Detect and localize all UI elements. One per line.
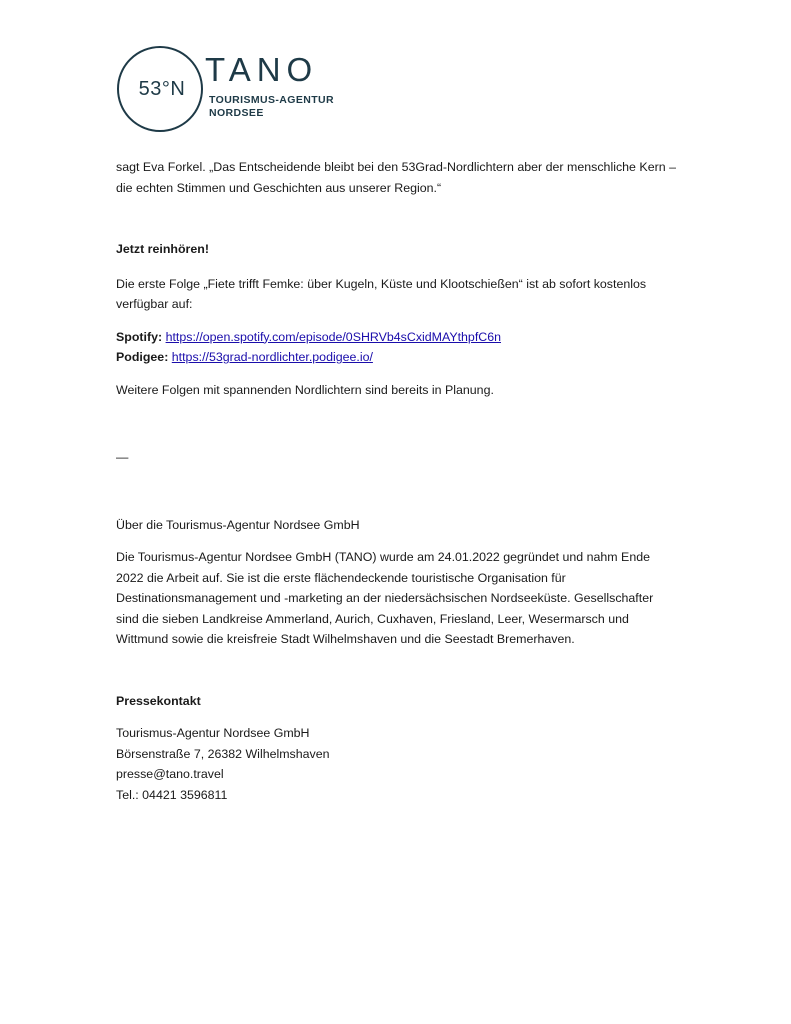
- separator-dash: —: [116, 450, 129, 464]
- logo-badge-circle: [117, 46, 203, 132]
- about-body: Die Tourismus-Agentur Nordsee GmbH (TANO) wurde am 24.01.2022 gegründet und nahm Ende 2022 die Arbeit auf. Sie ist die erste flächendeckende touristische Organisation für Destinationsmanagement und -marketing an der niedersächsischen Nordseeküste. Gesellschafter sind die sieben Landkreise Ammerland, Aurich, Cuxhaven, Friesland, Leer, Wesermarsch und Wittmund sowie die kreisfreie Stadt Wilhelmshaven und die Seestadt Bremerhaven.: [116, 550, 654, 646]
- logo-subtitle-line2: NORDSEE: [209, 107, 264, 119]
- spotify-link[interactable]: https://open.spotify.com/episode/0SHRVb4sCxidMAYthpfC6n: [165, 329, 501, 344]
- press-phone: Tel.: 04421 3596811: [116, 787, 228, 802]
- logo-badge-text: 53°N: [138, 78, 186, 100]
- tano-logo: [117, 45, 357, 135]
- press-company: Tourismus-Agentur Nordsee GmbH: [116, 726, 310, 740]
- podigee-link[interactable]: https://53grad-nordlichter.podigee.io/: [171, 350, 373, 364]
- listen-intro: Die erste Folge „Fiete trifft Femke: über Kugeln, Küste und Klootschießen“ ist ab sofort kostenlos verfügbar auf:: [116, 276, 647, 311]
- spotify-line: [116, 327, 676, 348]
- more-episodes: Weitere Folgen mit spannenden Nordlichtern sind bereits in Planung.: [116, 382, 494, 397]
- about-heading: Über die Tourismus-Agentur Nordsee GmbH: [116, 517, 360, 532]
- podigee-label: Podigee:: [116, 350, 169, 364]
- quote-paragraph: sagt Eva Forkel. „Das Entscheidende bleibt bei den 53Grad-Nordlichtern aber der menschliche Kern – die echten Stimmen und Geschichten aus unserer Region.“: [116, 160, 676, 195]
- logo-subtitle-line1: TOURISMUS-AGENTUR: [209, 94, 335, 106]
- listen-heading: Jetzt reinhören!: [116, 242, 209, 256]
- podigee-line: [116, 347, 676, 368]
- logo-wordmark: TANO: [205, 51, 319, 88]
- press-address: Börsenstraße 7, 26382 Wilhelmshaven: [116, 746, 330, 761]
- spotify-label: Spotify:: [116, 329, 163, 344]
- document-body: [116, 157, 676, 805]
- logo-subtitle: [209, 94, 334, 120]
- press-email: presse@tano.travel: [116, 767, 224, 781]
- press-heading: Pressekontakt: [116, 693, 201, 708]
